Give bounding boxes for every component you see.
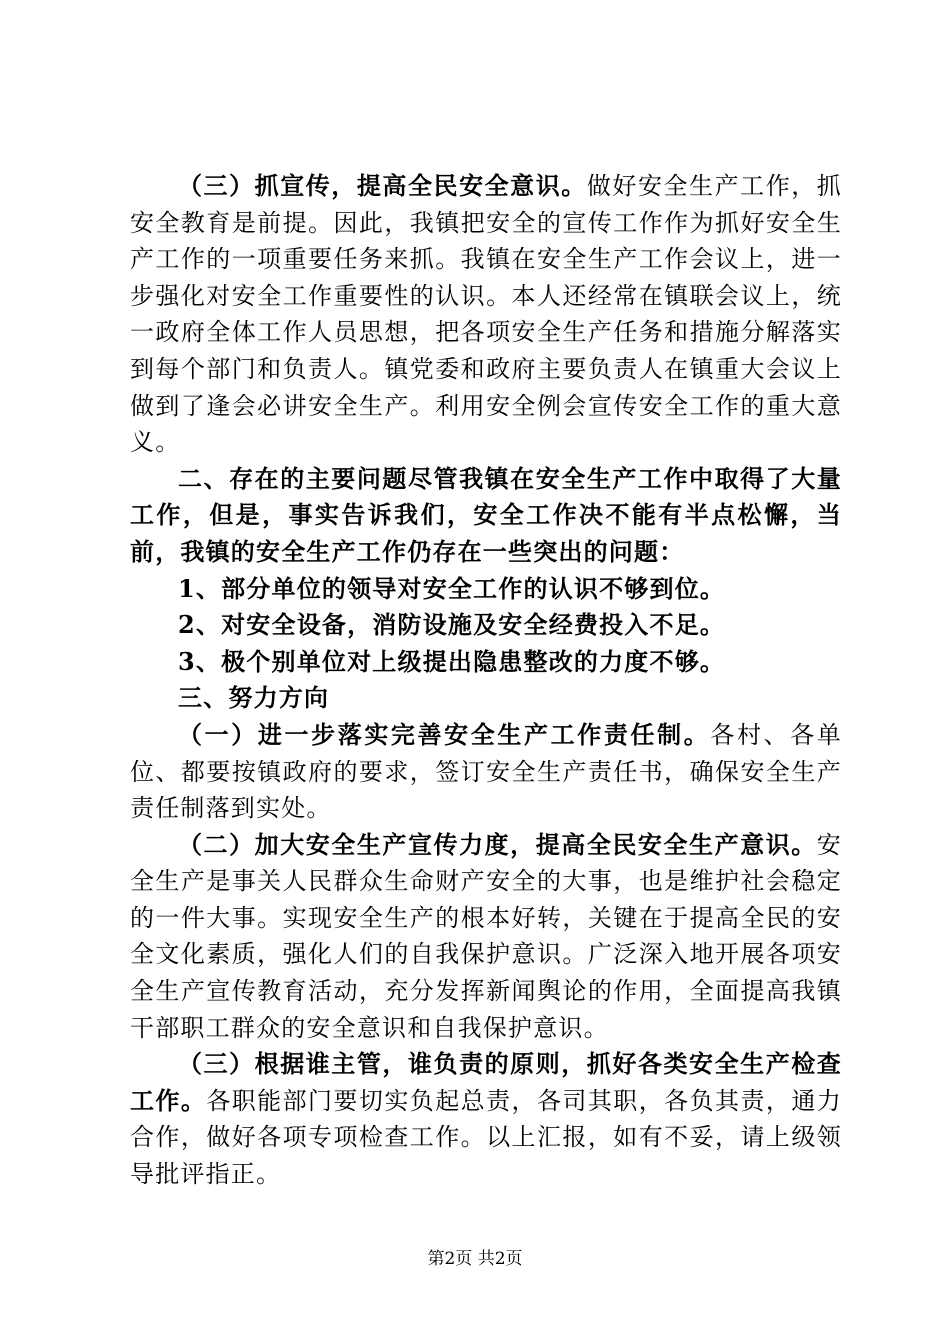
paragraph-main-problems bbox=[130, 461, 842, 571]
page-number-footer: 第2页 共2页 bbox=[427, 1249, 523, 1269]
list-item-text: 1、部分单位的领导对安全工作的认识不够到位。 bbox=[178, 573, 726, 603]
paragraph-inspection bbox=[130, 1046, 842, 1192]
paragraph-heading: （一）进一步落实完善安全生产工作责任制。 bbox=[178, 719, 711, 749]
problem-item-2 bbox=[130, 607, 842, 644]
paragraph-publicity bbox=[130, 168, 842, 461]
paragraph-responsibility bbox=[130, 717, 842, 827]
list-item-text: 3、极个别单位对上级提出隐患整改的力度不够。 bbox=[178, 646, 726, 676]
paragraph-text: 各村、各单位、都要按镇政府的要求，签订安全生产责任书，确保安全生产责任制落到实处。 bbox=[130, 720, 843, 823]
document-body bbox=[130, 168, 842, 1193]
section-direction bbox=[130, 680, 842, 717]
paragraph-heading: （三）根据谁主管，谁负责的原则，抓好各类安全生产检查工作。 bbox=[130, 1049, 842, 1115]
paragraph-heading: （二）加大安全生产宣传力度，提高全民安全生产意识。 bbox=[178, 829, 817, 859]
paragraph-text: 安全生产是事关人民群众生命财产安全的大事，也是维护社会稳定的一件大事。实现安全生产的根本好转，关键在于提高全民的安全文化素质，强化人们的自我保护意识。广泛深入地开展各项安全生产宣传教育活动，充分发挥新闻舆论的作用，全面提高我镇干部职工群众的安全意识和自我保护意识。 bbox=[130, 830, 842, 1042]
paragraph-heading: （三）抓宣传，提高全民安全意识。 bbox=[178, 171, 587, 200]
paragraph-awareness bbox=[130, 827, 842, 1047]
paragraph-text: 各职能部门要切实负起总责，各司其职，各负其责，通力合作，做好各项专项检查工作。以上汇报，如有不妥，请上级领导批评指正。 bbox=[130, 1086, 842, 1189]
section-heading: 三、努力方向 bbox=[178, 683, 330, 713]
problem-item-1 bbox=[130, 571, 842, 608]
paragraph-text: 做好安全生产工作，抓安全教育是前提。因此，我镇把安全的宣传工作作为抓好安全生产工作的一项重要任务来抓。我镇在安全生产工作会议上，进一步强化对安全工作重要性的认识。本人还经常在镇联会议上，统一政府全体工作人员思想，把各项安全生产任务和措施分解落实到每个部门和负责人。镇党委和政府主要负责人在镇重大会议上做到了逢会必讲安全生产。利用安全例会宣传安全工作的重大意义。 bbox=[130, 172, 843, 457]
problem-item-3 bbox=[130, 644, 842, 681]
list-item-text: 2、对安全设备，消防设施及安全经费投入不足。 bbox=[178, 610, 726, 640]
section-heading: 二、存在的主要问题尽管我镇在安全生产工作中取得了大量工作，但是，事实告诉我们，安全工作决不能有半点松懈，当前，我镇的安全生产工作仍存在一些突出的问题： bbox=[130, 463, 842, 566]
